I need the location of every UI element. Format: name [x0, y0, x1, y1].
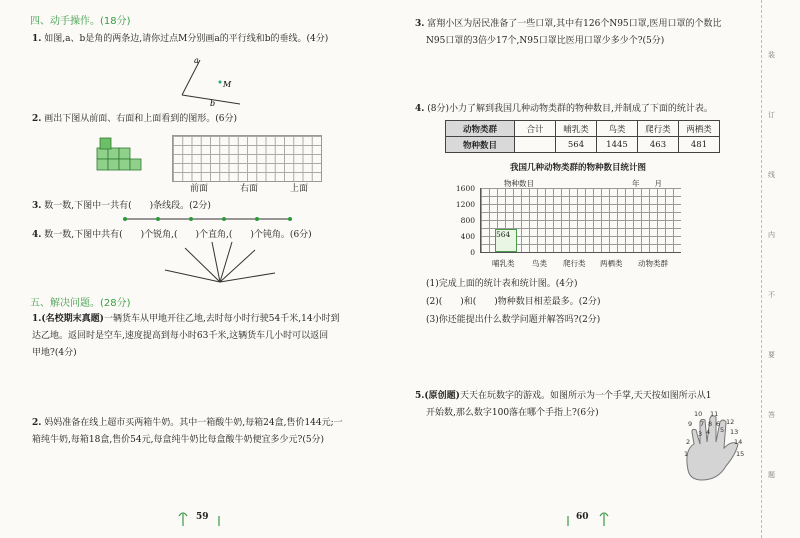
- cube-figure: [95, 136, 155, 172]
- binding-text: 订: [768, 111, 775, 119]
- view-top: 上面: [290, 184, 309, 194]
- q2: [32, 113, 237, 126]
- table-header-cell: 动物类群: [446, 121, 515, 137]
- hand-number: 13: [730, 428, 739, 436]
- r-q5-line1: 天天在玩数字的游戏。如图所示为一个手掌,天天按如图所示从1: [459, 391, 712, 401]
- q4-num: 4.: [32, 230, 42, 240]
- p1-line2: 达乙地。返回时是空车,速度提高到每小时63千米,这辆货车几小时可以返回: [32, 331, 329, 341]
- binding-text: 答: [768, 411, 775, 419]
- hand-number: 6: [716, 420, 721, 428]
- q3-num: 3.: [32, 201, 42, 211]
- binding-text: 要: [768, 351, 775, 359]
- sub-question-2: (2)( )和( )物种数目相差最多。(2分): [426, 297, 601, 307]
- table-cell: 463: [638, 137, 679, 153]
- binding-text: 内: [768, 231, 775, 239]
- q3: [32, 200, 211, 213]
- table-header-row: [446, 121, 720, 137]
- table-header-cell: 合计: [515, 121, 556, 137]
- hand-number: 10: [694, 410, 703, 418]
- chart-unit: 物种数目: [504, 179, 534, 188]
- hand-number: 5: [720, 426, 725, 434]
- q1-num: 1.: [32, 34, 42, 44]
- hand-number: 4: [706, 428, 711, 436]
- p1-num: 1.: [32, 314, 42, 324]
- x-tick: 哺乳类: [492, 259, 515, 268]
- hand-number: 15: [736, 450, 745, 458]
- bar-chart-plot[interactable]: [480, 188, 681, 253]
- y-tick: 400: [460, 232, 475, 241]
- p1-line1: 一辆货车从甲地开往乙地,去时每小时行驶54千米,14小时到: [103, 314, 340, 324]
- r-q3-line1: 富翔小区为居民准备了一些口罩,其中有126个N95口罩,医用口罩的个数比: [427, 19, 722, 29]
- view-right: 右面: [240, 184, 259, 194]
- y-tick: 1200: [455, 200, 475, 209]
- binding-line: [761, 0, 762, 538]
- page-number-left: 59: [196, 512, 209, 522]
- table-cell: 481: [679, 137, 720, 153]
- x-tick: 两栖类: [600, 259, 623, 268]
- problem2: [32, 417, 343, 430]
- point-m: [219, 81, 222, 84]
- q2-text: 画出下图从前面、右面和上面看到的图形。(6分): [44, 114, 238, 124]
- bar-data-label: 564: [496, 230, 511, 240]
- y-tick: 0: [470, 248, 475, 257]
- table-header-cell: 两栖类: [679, 121, 720, 137]
- view-front: 前面: [190, 184, 209, 194]
- hand-figure: [680, 410, 760, 485]
- left-page: [0, 0, 390, 538]
- table-header-cell: 鸟类: [597, 121, 638, 137]
- drawing-grid[interactable]: [172, 135, 322, 182]
- x-tick: 爬行类: [563, 259, 586, 268]
- r-q4-num: 4.: [415, 104, 425, 114]
- binding-text: 不: [768, 291, 775, 299]
- segment-figure: [120, 214, 295, 224]
- right-page: [400, 0, 790, 538]
- y-tick: 1600: [455, 184, 475, 193]
- label-m: M: [223, 80, 232, 89]
- r-q5-tag: (原创题): [424, 391, 460, 401]
- p1-line3: 甲地?(4分): [32, 348, 77, 358]
- hand-number: 14: [734, 438, 743, 446]
- section4-title: 四、动手操作。(18分): [30, 16, 131, 27]
- angle-figure: [170, 50, 260, 110]
- p2-line1: 妈妈准备在线上超市买两箱牛奶。其中一箱酸牛奶,每箱24盒,售价144元;一: [44, 418, 343, 428]
- binding-text: 装: [768, 51, 775, 59]
- x-tick: 鸟类: [532, 259, 547, 268]
- hand-number: 11: [710, 410, 719, 418]
- section5-title: 五、解决问题。(28分): [30, 298, 131, 309]
- q3-text: 数一数,下图中一共有( )条线段。(2分): [44, 201, 211, 211]
- q1: [32, 33, 328, 46]
- p2-num: 2.: [32, 418, 42, 428]
- q1-text: 如图,a、b是角的两条边,请你过点M分别画a的平行线和b的垂线。(4分): [44, 34, 329, 44]
- r-q5: [415, 390, 712, 403]
- binding-text: 题: [768, 471, 775, 479]
- label-b: b: [210, 99, 216, 108]
- r-q3-line2: N95口罩的3倍少17个,N95口罩比医用口罩少多少个?(5分): [426, 36, 665, 46]
- r-q3-num: 3.: [415, 19, 425, 29]
- table-cell: 1445: [597, 137, 638, 153]
- ray-a: [182, 60, 200, 95]
- table-row: [446, 137, 720, 153]
- q2-num: 2.: [32, 114, 42, 124]
- chart-date: 年 月: [632, 179, 662, 188]
- r-q5-num: 5.: [415, 391, 425, 401]
- r-q4: [415, 103, 713, 116]
- hand-number: 9: [688, 420, 693, 428]
- table-row-label: 物种数目: [446, 137, 515, 153]
- table-cell[interactable]: [515, 137, 556, 153]
- binding-text: 线: [768, 171, 775, 179]
- hand-number: 1: [684, 450, 689, 458]
- chart-title: 我国几种动物类群的物种数目统计图: [510, 163, 647, 173]
- problem1: [32, 313, 340, 326]
- hand-number: 3: [698, 430, 703, 438]
- species-table: [445, 120, 720, 153]
- hand-number: 12: [726, 418, 735, 426]
- page-number-right: 60: [576, 512, 589, 522]
- q4-text: 数一数,下图中共有( )个锐角,( )个直角,( )个钝角。(6分): [44, 230, 312, 240]
- rays-figure: [160, 240, 280, 285]
- p2-line2: 箱纯牛奶,每箱18盒,售价54元,每盒纯牛奶比每盒酸牛奶便宜多少元?(5分): [32, 435, 325, 445]
- r-q4-text: (8分)小力了解到我国几种动物类群的物种数目,并制成了下面的统计表。: [427, 104, 713, 114]
- r-q5-line2: 开始数,那么数字100落在哪个手指上?(6分): [426, 408, 599, 418]
- table-cell: 564: [556, 137, 597, 153]
- x-axis-label: 动物类群: [638, 259, 668, 268]
- label-a: a: [194, 56, 199, 65]
- sub-question-1: (1)完成上面的统计表和统计图。(4分): [426, 279, 578, 289]
- hand-number: 7: [700, 420, 705, 428]
- table-header-cell: 爬行类: [638, 121, 679, 137]
- r-q3: [415, 18, 722, 31]
- hand-number: 2: [686, 438, 691, 446]
- y-tick: 800: [460, 216, 475, 225]
- sub-question-3: (3)你还能提出什么数学问题并解答吗?(2分): [426, 315, 601, 325]
- table-header-cell: 哺乳类: [556, 121, 597, 137]
- p1-tag: (名校期末真题): [41, 314, 104, 324]
- hand-number: 8: [708, 420, 713, 428]
